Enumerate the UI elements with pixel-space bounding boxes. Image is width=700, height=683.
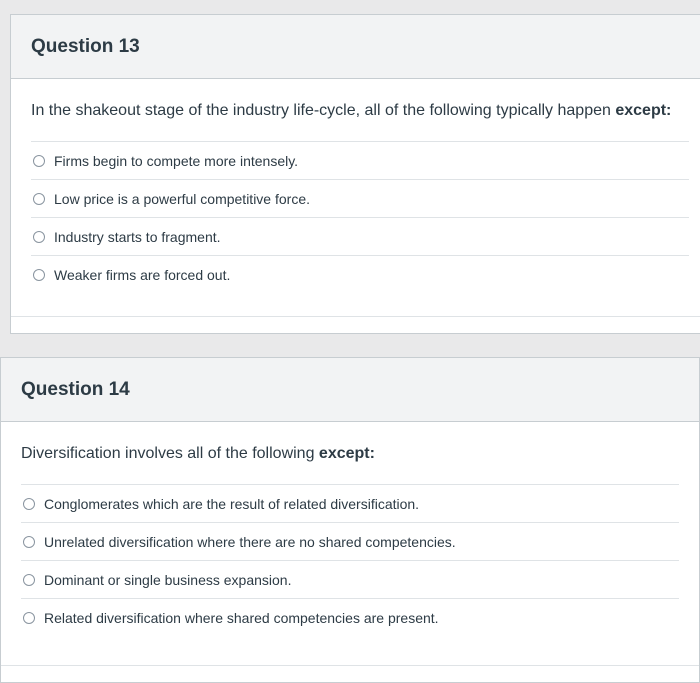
radio-button[interactable]	[33, 231, 45, 243]
question-prompt-text: Diversification involves all of the following	[21, 445, 315, 462]
answer-option[interactable]	[31, 255, 689, 293]
answer-label[interactable]: Low price is a powerful competitive force.	[54, 190, 310, 207]
radio-button[interactable]	[33, 155, 45, 167]
radio-button[interactable]	[23, 612, 35, 624]
answer-option[interactable]	[21, 484, 679, 522]
answer-label[interactable]: Weaker firms are forced out.	[54, 266, 231, 283]
answer-label[interactable]: Unrelated diversification where there are no shared competencies.	[44, 533, 456, 550]
answer-option[interactable]	[31, 141, 689, 179]
answer-option[interactable]	[31, 217, 689, 255]
question-header	[11, 15, 700, 79]
question-body	[11, 79, 700, 293]
answer-label[interactable]: Industry starts to fragment.	[54, 228, 221, 245]
question-title: Question 13	[31, 35, 140, 57]
radio-button[interactable]	[33, 193, 45, 205]
question-13-card	[10, 14, 700, 334]
radio-button[interactable]	[23, 498, 35, 510]
question-title: Question 14	[21, 378, 130, 400]
answer-option[interactable]	[31, 179, 689, 217]
answer-list	[31, 141, 689, 293]
answer-option[interactable]	[21, 522, 679, 560]
question-header	[1, 358, 699, 422]
question-body	[1, 422, 699, 636]
answer-label[interactable]: Firms begin to compete more intensely.	[54, 152, 299, 169]
answer-label[interactable]: Conglomerates which are the result of related diversification.	[44, 495, 420, 512]
answer-label[interactable]: Dominant or single business expansion.	[44, 571, 292, 588]
question-footer	[11, 316, 700, 333]
radio-button[interactable]	[33, 269, 45, 281]
answer-option[interactable]	[21, 598, 679, 636]
question-14-card	[0, 357, 700, 683]
question-footer	[1, 665, 699, 682]
question-prompt	[31, 101, 689, 121]
answer-label[interactable]: Related diversification where shared competencies are present.	[44, 609, 439, 626]
question-prompt-emphasis: except:	[318, 445, 375, 462]
question-prompt	[21, 444, 679, 464]
radio-button[interactable]	[23, 574, 35, 586]
question-prompt-emphasis: except:	[615, 102, 672, 119]
question-prompt-text: In the shakeout stage of the industry life-cycle, all of the following typically happen	[31, 102, 611, 119]
answer-list	[21, 484, 679, 636]
radio-button[interactable]	[23, 536, 35, 548]
answer-option[interactable]	[21, 560, 679, 598]
